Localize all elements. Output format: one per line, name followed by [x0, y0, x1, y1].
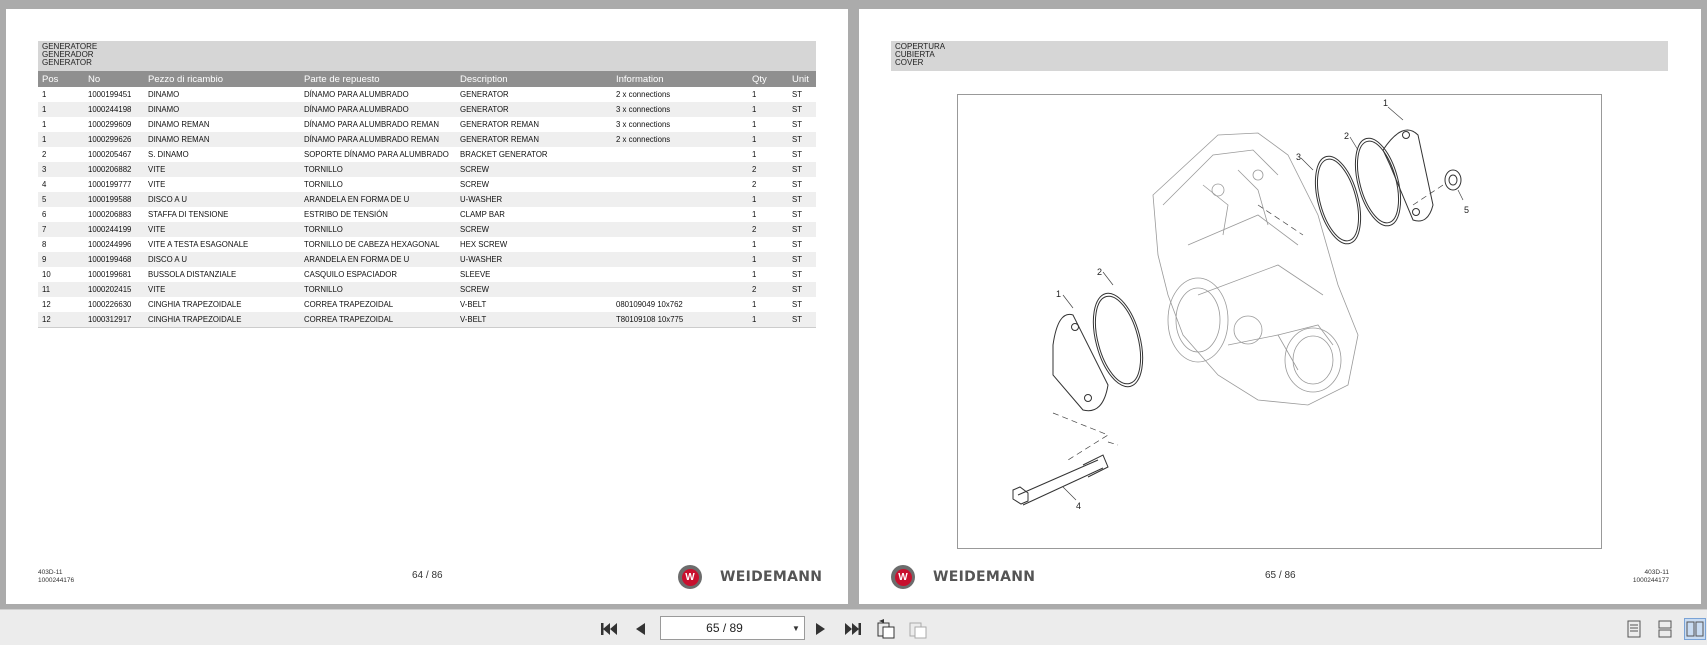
information-cell: [612, 237, 748, 252]
header-line: COVER: [895, 58, 924, 67]
italian-name-cell: VITE: [148, 180, 166, 189]
table-row: [38, 132, 816, 147]
spanish-name-cell: TORNILLO: [300, 162, 456, 177]
unit-cell: ST: [792, 210, 802, 219]
page-number: 65 / 86: [1265, 570, 1296, 581]
unit-cell: ST: [788, 192, 816, 207]
italian-name-cell: DISCO A U: [144, 252, 300, 267]
description-cell: V-BELT: [456, 312, 612, 327]
information-cell: 3 x connections: [616, 120, 671, 129]
pos-cell: 8: [42, 240, 47, 249]
spanish-name-cell: DÍNAMO PARA ALUMBRADO REMAN: [300, 132, 456, 147]
description-cell: SCREW: [460, 180, 490, 189]
part-number-cell: 1000199681: [88, 270, 132, 279]
go-forward-icon: [908, 619, 928, 639]
description-cell: GENERATOR REMAN: [460, 120, 539, 129]
column-header: Information: [612, 71, 748, 87]
unit-cell: ST: [792, 120, 802, 129]
qty-cell: 2: [752, 180, 757, 189]
part-number-cell: 1000299626: [84, 132, 144, 147]
column-header: Unit: [788, 71, 816, 87]
spanish-name-cell: CORREA TRAPEZOIDAL: [304, 300, 394, 309]
table-row: [38, 312, 816, 327]
callout-label: 2: [1344, 131, 1350, 141]
spanish-name-cell: TORNILLO: [304, 180, 343, 189]
document-code: [1629, 569, 1669, 585]
italian-name-cell: DINAMO REMAN: [144, 132, 300, 147]
part-number-cell: 1000199468: [84, 252, 144, 267]
part-number-cell: 1000299609: [88, 120, 132, 129]
prev-page-button[interactable]: [629, 618, 651, 640]
page-number: 64 / 86: [412, 570, 443, 581]
table-row: [38, 87, 816, 102]
unit-cell: ST: [788, 162, 816, 177]
callout-label: 3: [1296, 152, 1302, 162]
header-line: GENERADOR: [42, 50, 94, 59]
part-number-cell: 1000199777: [88, 180, 132, 189]
italian-name-cell: DISCO A U: [144, 192, 300, 207]
unit-cell: ST: [788, 132, 816, 147]
brand-name: WEIDEMANN: [720, 569, 823, 585]
qty-cell: 1: [748, 252, 788, 267]
spanish-name-cell: CORREA TRAPEZOIDAL: [300, 312, 456, 327]
unit-cell: ST: [792, 240, 802, 249]
continuous-page-icon: [1657, 620, 1673, 638]
qty-cell: 1: [752, 270, 757, 279]
column-header: Pezzo di ricambio: [144, 71, 300, 87]
pos-cell: 4: [42, 180, 47, 189]
single-page-view-button[interactable]: [1623, 618, 1645, 640]
italian-name-cell: CINGHIA TRAPEZOIDALE: [148, 300, 242, 309]
information-cell: 2 x connections: [612, 132, 748, 147]
pos-cell: 12: [38, 312, 84, 327]
part-number-cell: 1000205467: [88, 150, 132, 159]
spanish-name-cell: DÍNAMO PARA ALUMBRADO: [304, 90, 409, 99]
italian-name-cell: DINAMO REMAN: [148, 120, 210, 129]
column-header: Qty: [748, 71, 788, 87]
column-header: No: [84, 71, 144, 87]
information-cell: 080109049 10x762: [616, 300, 683, 309]
information-cell: T80109108 10x775: [612, 312, 748, 327]
description-cell: SCREW: [456, 282, 612, 297]
next-page-button[interactable]: [810, 618, 832, 640]
table-row: [38, 192, 816, 207]
part-number-cell: 1000244199: [84, 222, 144, 237]
italian-name-cell: VITE A TESTA ESAGONALE: [148, 240, 249, 249]
qty-cell: 1: [752, 90, 757, 99]
model-code: 403D-11: [38, 569, 63, 576]
spanish-name-cell: DÍNAMO PARA ALUMBRADO: [300, 102, 456, 117]
document-code: [38, 569, 74, 585]
spanish-name-cell: CASQUILO ESPACIADOR: [304, 270, 398, 279]
table-row: [38, 102, 816, 117]
spanish-name-cell: TORNILLO: [300, 222, 456, 237]
italian-name-cell: S. DINAMO: [148, 150, 189, 159]
go-forward-button[interactable]: [907, 618, 929, 640]
qty-cell: 1: [748, 132, 788, 147]
description-cell: SCREW: [456, 222, 612, 237]
model-code: 403D-11: [1644, 569, 1669, 576]
qty-cell: 1: [748, 312, 788, 327]
qty-cell: 1: [752, 120, 757, 129]
callout-label: 1: [1056, 289, 1062, 299]
information-cell: [612, 177, 748, 192]
pos-cell: 11: [38, 282, 84, 297]
page-number-value[interactable]: 65 / 89: [706, 621, 743, 635]
information-cell: [612, 192, 748, 207]
table-row: [38, 222, 816, 237]
italian-name-cell: CINGHIA TRAPEZOIDALE: [144, 312, 300, 327]
callout-label: 4: [1076, 501, 1082, 511]
part-number-cell: 1000199588: [84, 192, 144, 207]
table-row: [38, 282, 816, 297]
qty-cell: 1: [752, 240, 757, 249]
pos-cell: 5: [38, 192, 84, 207]
unit-cell: ST: [792, 90, 802, 99]
header-line: COPERTURA: [895, 42, 946, 51]
pos-cell: 1: [38, 132, 84, 147]
pos-cell: 9: [38, 252, 84, 267]
pos-cell: 6: [42, 210, 47, 219]
pos-cell: 3: [38, 162, 84, 177]
column-header: Parte de repuesto: [300, 71, 456, 87]
two-page-icon: [1686, 620, 1704, 638]
description-cell: GENERATOR: [456, 102, 612, 117]
description-cell: BRACKET GENERATOR: [460, 150, 548, 159]
italian-name-cell: VITE: [144, 222, 300, 237]
unit-cell: ST: [788, 282, 816, 297]
spanish-name-cell: ARANDELA EN FORMA DE U: [300, 252, 456, 267]
description-cell: U-WASHER: [456, 192, 612, 207]
go-back-button[interactable]: [875, 618, 897, 640]
first-page-icon: [600, 621, 618, 637]
qty-cell: 1: [752, 150, 757, 159]
viewer-toolbar: [0, 609, 1707, 645]
information-cell: 2 x connections: [616, 90, 671, 99]
brand-logo: [678, 565, 822, 589]
callout-label: 1: [1383, 98, 1389, 108]
spanish-name-cell: TORNILLO DE CABEZA HEXAGONAL: [304, 240, 440, 249]
go-back-icon: [876, 619, 896, 639]
description-cell: V-BELT: [460, 300, 487, 309]
unit-cell: ST: [788, 312, 816, 327]
qty-cell: 1: [752, 300, 757, 309]
information-cell: [612, 207, 748, 222]
qty-cell: 2: [748, 282, 788, 297]
spanish-name-cell: ARANDELA EN FORMA DE U: [300, 192, 456, 207]
column-header: Pos: [38, 71, 84, 87]
qty-cell: 1: [748, 192, 788, 207]
information-cell: [612, 222, 748, 237]
unit-cell: ST: [788, 102, 816, 117]
single-page-icon: [1626, 620, 1642, 638]
section-header: [891, 41, 1668, 71]
qty-cell: 2: [748, 162, 788, 177]
document-number: 1000244176: [38, 577, 75, 584]
unit-cell: ST: [792, 270, 802, 279]
pos-cell: 1: [38, 102, 84, 117]
part-number-cell: 1000244198: [84, 102, 144, 117]
table-header-row: [38, 71, 816, 87]
description-cell: GENERATOR: [460, 90, 509, 99]
spanish-name-cell: SOPORTE DÍNAMO PARA ALUMBRADO: [304, 150, 449, 159]
pos-cell: 1: [42, 120, 47, 129]
table-row: [38, 237, 816, 252]
last-page-icon: [844, 621, 862, 637]
part-number-cell: 1000312917: [84, 312, 144, 327]
unit-cell: ST: [788, 222, 816, 237]
table-row: [38, 267, 816, 282]
pos-cell: 2: [42, 150, 47, 159]
information-cell: [612, 162, 748, 177]
pos-cell: 10: [42, 270, 51, 279]
description-cell: GENERATOR REMAN: [456, 132, 612, 147]
information-cell: [612, 267, 748, 282]
unit-cell: ST: [792, 150, 802, 159]
pos-cell: 12: [42, 300, 51, 309]
pos-cell: 1: [42, 90, 47, 99]
unit-cell: ST: [788, 252, 816, 267]
header-line: CUBIERTA: [895, 50, 935, 59]
header-line: GENERATOR: [42, 58, 92, 67]
description-cell: SCREW: [456, 162, 612, 177]
exploded-parts-drawing: [957, 94, 1602, 549]
table-row: [38, 117, 816, 132]
part-number-cell: 1000206882: [84, 162, 144, 177]
unit-cell: ST: [792, 180, 802, 189]
italian-name-cell: VITE: [144, 282, 300, 297]
page-right: [859, 9, 1701, 604]
callout-label: 5: [1464, 205, 1470, 215]
callout-label: 2: [1097, 267, 1103, 277]
page-left: [6, 9, 848, 604]
description-cell: SLEEVE: [460, 270, 491, 279]
description-cell: CLAMP BAR: [460, 210, 505, 219]
qty-cell: 1: [752, 210, 757, 219]
cover-assembly-illustration: [958, 95, 1603, 550]
information-cell: [612, 282, 748, 297]
pos-cell: 7: [38, 222, 84, 237]
spanish-name-cell: TORNILLO: [300, 282, 456, 297]
column-header: Description: [456, 71, 612, 87]
brand-logo: [891, 565, 1035, 589]
spanish-name-cell: DÍNAMO PARA ALUMBRADO REMAN: [304, 120, 440, 129]
weidemann-logo-icon: W: [891, 565, 915, 589]
continuous-view-button[interactable]: [1654, 618, 1676, 640]
part-number-cell: 1000206883: [88, 210, 132, 219]
information-cell: 3 x connections: [612, 102, 748, 117]
italian-name-cell: VITE: [144, 162, 300, 177]
section-header: [38, 41, 816, 71]
document-number: 1000244177: [1632, 577, 1669, 584]
table-row: [38, 297, 816, 312]
page-number-field[interactable]: [660, 616, 805, 640]
spanish-name-cell: ESTRIBO DE TENSIÓN: [304, 210, 388, 219]
first-page-button[interactable]: [598, 618, 620, 640]
part-number-cell: 1000244996: [88, 240, 132, 249]
brand-name: WEIDEMANN: [933, 569, 1036, 585]
header-line: GENERATORE: [42, 42, 98, 51]
chevron-down-icon[interactable]: ▼: [792, 623, 800, 633]
qty-cell: 2: [748, 222, 788, 237]
prev-page-icon: [633, 621, 647, 637]
part-number-cell: 1000202415: [84, 282, 144, 297]
information-cell: [612, 252, 748, 267]
table-row: [38, 177, 816, 192]
unit-cell: ST: [792, 300, 802, 309]
table-row: [38, 207, 816, 222]
parts-table: [38, 71, 816, 328]
italian-name-cell: DINAMO: [148, 90, 180, 99]
italian-name-cell: STAFFA DI TENSIONE: [148, 210, 229, 219]
two-page-view-button[interactable]: [1684, 618, 1706, 640]
italian-name-cell: DINAMO: [144, 102, 300, 117]
italian-name-cell: BUSSOLA DISTANZIALE: [148, 270, 237, 279]
part-number-cell: 1000226630: [88, 300, 132, 309]
weidemann-logo-icon: W: [678, 565, 702, 589]
table-row: [38, 147, 816, 162]
qty-cell: 1: [748, 102, 788, 117]
description-cell: HEX SCREW: [460, 240, 508, 249]
information-cell: [612, 147, 748, 162]
next-page-icon: [814, 621, 828, 637]
part-number-cell: 1000199451: [88, 90, 132, 99]
table-row: [38, 252, 816, 267]
table-body: [38, 87, 816, 327]
last-page-button[interactable]: [842, 618, 864, 640]
description-cell: U-WASHER: [456, 252, 612, 267]
table-row: [38, 162, 816, 177]
